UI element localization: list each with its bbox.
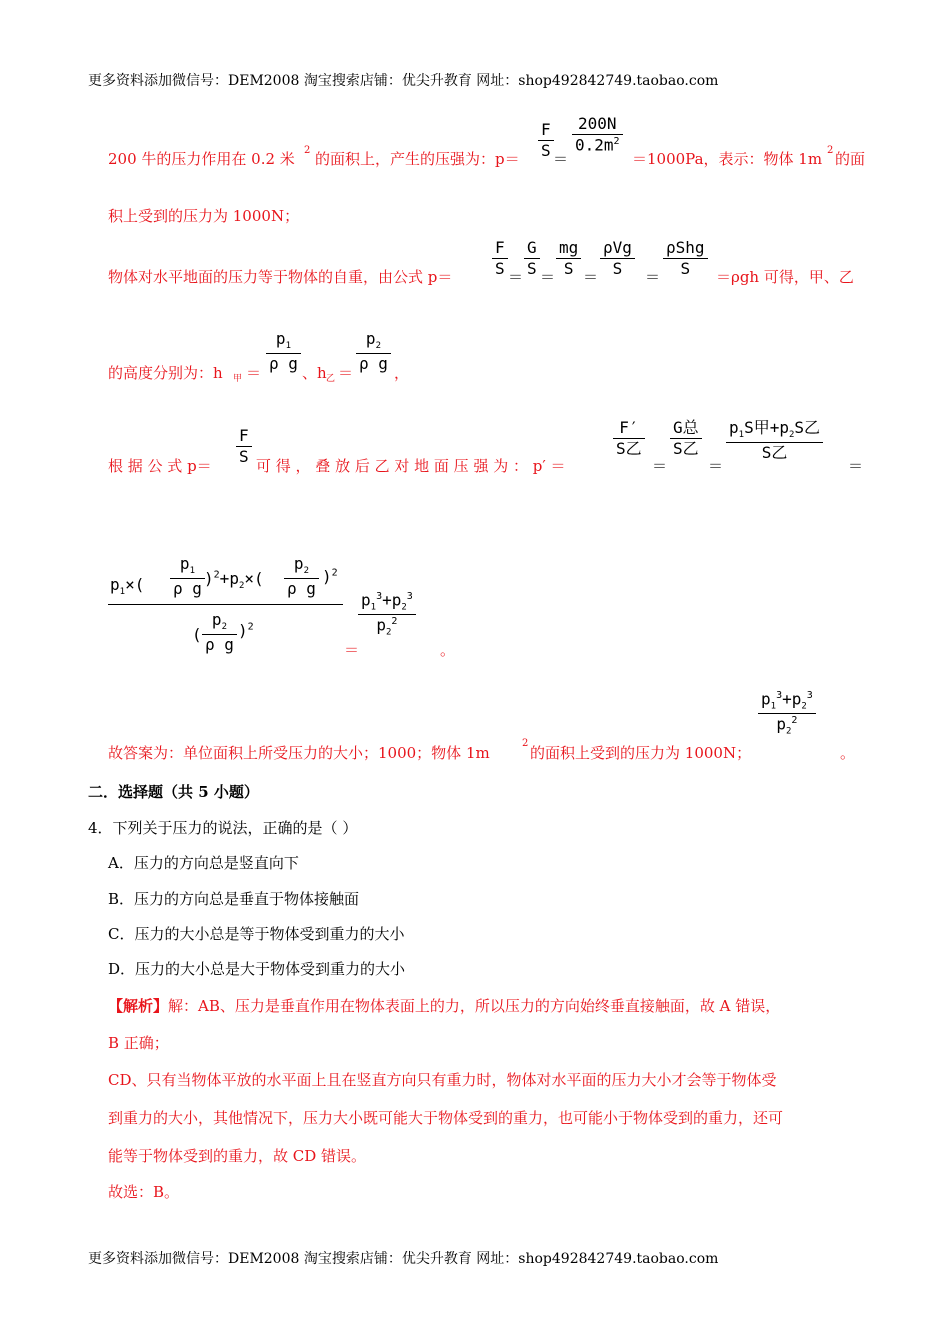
analysis-tag: 【解析】 [108,997,169,1015]
question-stem [88,817,357,838]
question-number: 4． [88,819,113,837]
analysis-line-5: 能等于物体受到的重力，故 CD 错误。 [108,1147,367,1165]
fraction-Gzong-Syi: G总 S乙 [670,419,702,457]
l4-text-c: 、h [302,364,327,382]
fraction-F-S: $\frac{F}{S}$ [492,239,508,277]
eq8: ＝ [344,641,360,659]
eq1: ＝ [508,268,524,286]
eq5: ＝ [652,457,668,475]
l5-text-b: 可 得 ， 叠 放 后 乙 对 地 面 压 强 为 ： p′ ＝ [256,457,566,475]
solution-line-2: 积上受到的压力为 1000N； [108,207,300,225]
l6-end: 。 [440,641,456,659]
eq2: ＝ [540,268,556,286]
question-text: 下列关于压力的说法，正确的是（ ） [112,819,358,837]
option-c: C．压力的大小总是等于物体受到重力的大小 [108,925,405,943]
solution-line-3 [108,235,868,295]
sub-jia: 甲 [233,374,243,384]
page-footer: 更多资料添加微信号：DEM2008 淘宝搜索店铺：优尖升教育 网址：shop492842749.taobao.com [88,1251,719,1267]
solution-line-5 [108,415,868,485]
fraction-F-over-S: $\frac{F}{S}$ [538,121,554,159]
l4-text-e: ， [394,364,410,382]
analysis-line-2: B 正确； [108,1034,169,1052]
fraction-G-S: $\frac{G}{S}$ [524,239,540,277]
l7-text-a: 故答案为：单位面积上所受压力的大小；1000；物体 1m [108,744,490,762]
analysis-line-3: CD、只有当物体平放的水平面上且在竖直方向只有重力时，物体对水平面的压力大小才会等于物体受 [108,1071,777,1089]
l5-text-a: 根 据 公 式 p＝ [108,457,212,475]
solution-line-6 [108,555,508,665]
fraction-p1-rhog: $\frac{p_1}{\text{ρ g}}$ [266,330,301,373]
answer-fraction: $\frac{p_1^3+p_2^3}{p_2^2}$ [758,690,816,738]
fraction-200N-over-area: $\frac{200N}{0.2m^2}$ [572,115,623,154]
big-denominator: ( $\frac{p_2}{\text{ρ g}}$ )$^2$ [192,610,254,655]
option-b: B．压力的方向总是垂直于物体接触面 [108,890,360,908]
fraction-mg-S: $\frac{mg}{S}$ [556,239,581,277]
eq-sign: ＝ [553,150,569,168]
l3-text-a: 物体对水平地面的压力等于物体的自重，由公式 p＝ [108,268,453,286]
fraction-rhoShg-S: ρShg S [663,239,708,277]
eq3: ＝ [583,268,599,286]
l4-text-a: 的高度分别为：h [108,364,223,382]
l1-text-d: 的面 [835,150,866,168]
solution-line-4 [108,325,508,385]
fraction-p1Sjia-p2Syi: $p_1S$甲$+p_2S$乙 S乙 [726,419,823,462]
analysis-line-6: 故选：B。 [108,1183,180,1201]
l4-text-d: ＝ [338,364,354,382]
l1-sup2: 2 [827,145,834,156]
eq6: ＝ [708,457,724,475]
l3-text-b: ＝ρgh 可得，甲、乙 [716,268,854,286]
section-title: 二．选择题（共 5 小题） [88,783,259,801]
fraction-p1cube-p2cube-over-p2sq: $\frac{p_1^3+p_2^3}{p_2^2}$ [358,591,416,639]
solution-line-7 [108,690,868,770]
l7-text-b: 的面积上受到的压力为 1000N； [530,744,752,762]
fraction-F-S-2: $\frac{F}{S}$ [236,427,252,465]
option-d: D．压力的大小总是大于物体受到重力的大小 [108,960,406,978]
option-a: A．压力的方向总是竖直向下 [108,854,299,872]
fraction-Fprime-Syi: F′ S乙 [613,419,645,457]
l4-text-b: ＝ [246,364,262,382]
l1-text-a: 200 牛的压力作用在 0.2 米 [108,150,295,168]
l1-text-b: 的面积上，产生的压强为：p＝ [315,150,520,168]
page-header: 更多资料添加微信号：DEM2008 淘宝搜索店铺：优尖升教育 网址：shop492842749.taobao.com [88,73,719,89]
l1-sup: 2 [304,145,311,156]
analysis-line-1: 【解析】解：AB、压力是垂直作用在物体表面上的力，所以压力的方向始终垂直接触面，故 A 错误， [108,997,781,1015]
l7-text-c: 。 [840,744,856,762]
big-numerator: $p_1\times$( $\frac{p_1}{\text{ρ g}}$ )$^2+p_2\times$( $\frac{p_2}{\text{ρ g}}$ )$^2$ [108,555,343,605]
sub-yi: 乙 [326,374,336,384]
analysis-line-4: 到重力的大小，其他情况下，压力大小既可能大于物体受到的重力，也可能小于物体受到的重力，还可 [108,1109,784,1127]
fraction-rhoVg-S: ρVg S [600,239,635,277]
fraction-p2-rhog: $\frac{p_2}{\text{ρ g}}$ [356,330,391,373]
eq4: ＝ [645,268,661,286]
l1-text-c: ＝1000Pa，表示：物体 1m [632,150,823,168]
l7-sup: 2 [522,738,529,749]
eq7: ＝ [848,457,864,475]
